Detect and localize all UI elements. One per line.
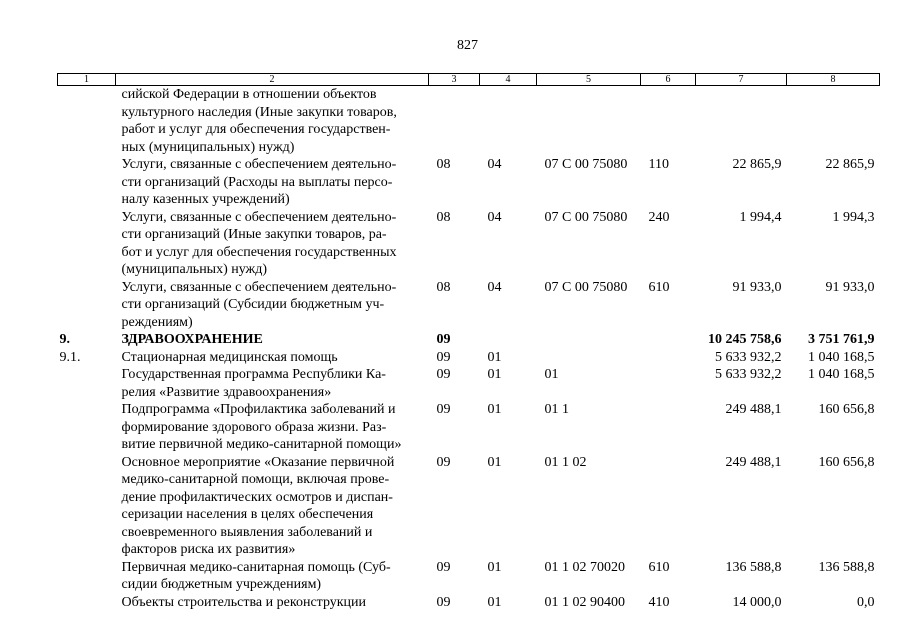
row-name-line: релия «Развитие здравоохранения» — [121, 384, 332, 400]
row-name-line: сийской Федерации в отношении объектов — [121, 87, 377, 102]
row-target-article: 01 1 02 — [544, 454, 587, 470]
row-name — [116, 366, 429, 401]
row-number — [58, 594, 116, 612]
row-amount-1: 249 488,1 — [725, 454, 782, 470]
row-amount-1: 5 633 932,2 — [715, 367, 782, 382]
page-number: 827 — [457, 38, 478, 53]
row-name — [116, 454, 429, 559]
row-subsection: 01 — [487, 594, 502, 610]
row-name-line: Стационарная медицинская помощь — [121, 349, 338, 365]
header-col-2: 2 — [116, 74, 429, 86]
row-name-line: Первичная медико-санитарная помощь (Суб- — [121, 559, 391, 575]
row-number — [58, 156, 116, 209]
row-name-line: налу казенных учреждений) — [121, 192, 290, 207]
row-name-line: факторов риска их развития» — [121, 542, 296, 557]
row-amount-2: 160 656,8 — [818, 402, 875, 417]
row-name — [116, 331, 429, 349]
row-name-line: работ и услуг для обеспечения государствен- — [121, 122, 391, 137]
row-target-article — [537, 86, 641, 157]
row-target-article: 01 1 02 70020 — [544, 559, 625, 575]
row-name — [116, 209, 429, 279]
row-name-line: Услуги, связанные с обеспечением деятельно- — [121, 157, 397, 172]
row-section: 08 — [436, 209, 451, 225]
row-name-line: ных (муниципальных) нужд) — [121, 139, 295, 155]
table-row — [58, 559, 880, 594]
row-amount-2: 91 933,0 — [825, 279, 875, 295]
row-amount-2: 160 656,8 — [818, 454, 875, 470]
row-section — [429, 86, 480, 157]
row-expense-type: 240 — [648, 209, 670, 225]
row-expense-type: 110 — [648, 157, 669, 172]
row-name-line: (муниципальных) нужд) — [121, 262, 268, 277]
row-section: 09 — [436, 349, 451, 365]
row-amount-1: 5 633 932,2 — [715, 349, 782, 365]
row-name-line: серизации населения в целях обеспечения — [121, 507, 374, 522]
row-name — [116, 279, 429, 332]
row-name — [116, 594, 429, 612]
row-subsection: 01 — [487, 367, 502, 382]
row-subsection: 04 — [487, 209, 502, 225]
row-subsection — [480, 86, 537, 157]
row-amount-2 — [787, 86, 880, 157]
row-name-line: Услуги, связанные с обеспечением деятельно- — [121, 279, 397, 295]
header-col-6: 6 — [641, 74, 696, 86]
header-col-8: 8 — [787, 74, 880, 86]
row-section: 09 — [436, 454, 451, 470]
row-section: 08 — [436, 157, 451, 172]
row-amount-1: 14 000,0 — [732, 594, 782, 610]
table-row — [58, 279, 880, 332]
row-target-article: 07 С 00 75080 — [544, 279, 628, 295]
row-expense-type — [641, 86, 696, 157]
row-target-article: 07 С 00 75080 — [544, 209, 628, 225]
row-number — [58, 86, 116, 157]
row-amount-1: 136 588,8 — [725, 559, 782, 575]
row-number — [58, 454, 116, 559]
row-name-line: Объекты строительства и реконструкции — [121, 594, 367, 610]
row-expense-type — [641, 331, 696, 349]
row-subsection: 01 — [487, 559, 502, 575]
row-expense-type: 410 — [648, 594, 670, 610]
row-expense-type — [641, 366, 696, 401]
row-number — [58, 559, 116, 594]
row-name-line: Подпрограмма «Профилактика заболеваний и — [121, 402, 396, 417]
row-expense-type: 610 — [648, 279, 670, 295]
row-number — [58, 209, 116, 279]
table-row — [58, 349, 880, 367]
row-name-line: культурного наследия (Иные закупки товаров, — [121, 104, 397, 120]
row-number: 9.1. — [59, 349, 81, 365]
row-amount-1: 1 994,4 — [739, 209, 782, 225]
row-name-line: медико-санитарной помощи, включая прове- — [121, 472, 390, 487]
row-amount-2: 22 865,9 — [825, 157, 875, 172]
row-section: 08 — [436, 279, 451, 295]
row-name-line: своевременного выявления заболеваний и — [121, 524, 373, 540]
row-subsection: 01 — [487, 349, 502, 365]
row-target-article: 07 С 00 75080 — [544, 157, 628, 172]
row-amount-2: 0,0 — [857, 594, 875, 610]
table-row — [58, 594, 880, 612]
row-name-line: реждениям) — [121, 314, 193, 330]
table-header — [58, 74, 880, 86]
header-row — [58, 74, 880, 86]
row-number — [58, 401, 116, 454]
row-expense-type — [641, 349, 696, 367]
row-subsection — [480, 331, 537, 349]
row-name — [116, 86, 429, 157]
row-target-article — [537, 331, 641, 349]
row-number — [58, 366, 116, 401]
row-section: 09 — [436, 559, 451, 575]
row-name-line: сидии бюджетным учреждениям) — [121, 577, 322, 592]
row-expense-type: 610 — [648, 559, 670, 575]
row-name-line: Государственная программа Республики Ка- — [121, 367, 386, 382]
row-expense-type — [641, 401, 696, 454]
row-section: 09 — [436, 594, 451, 610]
row-amount-1 — [696, 86, 787, 157]
row-name-line: ЗДРАВООХРАНЕНИЕ — [121, 332, 263, 347]
table-row — [58, 401, 880, 454]
row-subsection: 01 — [487, 454, 502, 470]
row-section: 09 — [436, 332, 451, 347]
row-target-article: 01 — [544, 367, 559, 382]
row-subsection: 04 — [487, 279, 502, 295]
row-target-article — [537, 349, 641, 367]
row-amount-1: 10 245 758,6 — [708, 332, 782, 347]
row-name-line: Услуги, связанные с обеспечением деятельно- — [121, 209, 397, 225]
table-row — [58, 331, 880, 349]
row-target-article: 01 1 02 90400 — [544, 594, 625, 610]
row-name — [116, 349, 429, 367]
row-amount-2: 1 994,3 — [832, 209, 875, 225]
row-amount-2: 1 040 168,5 — [808, 349, 875, 365]
row-name — [116, 559, 429, 594]
row-amount-2: 3 751 761,9 — [808, 332, 875, 347]
budget-table — [57, 73, 880, 611]
row-number: 9. — [59, 332, 70, 347]
table-row — [58, 86, 880, 157]
row-name — [116, 156, 429, 209]
table-row — [58, 454, 880, 559]
header-col-5: 5 — [537, 74, 641, 86]
row-name-line: сти организаций (Расходы на выплаты персо- — [121, 174, 393, 190]
header-col-7: 7 — [696, 74, 787, 86]
row-number — [58, 279, 116, 332]
table-body — [58, 86, 880, 612]
row-amount-1: 91 933,0 — [732, 279, 782, 295]
row-amount-2: 136 588,8 — [818, 559, 875, 575]
header-col-1: 1 — [58, 74, 116, 86]
row-section: 09 — [436, 402, 451, 417]
header-col-3: 3 — [429, 74, 480, 86]
row-name-line: сти организаций (Субсидии бюджетным уч- — [121, 297, 385, 312]
row-name-line: формирование здорового образа жизни. Раз- — [121, 419, 387, 435]
table-row — [58, 156, 880, 209]
table-row — [58, 366, 880, 401]
row-name — [116, 401, 429, 454]
row-subsection: 01 — [487, 402, 502, 417]
row-name-line: Основное мероприятие «Оказание первичной — [121, 454, 395, 470]
row-subsection: 04 — [487, 157, 502, 172]
row-name-line: сти организаций (Иные закупки товаров, ра- — [121, 227, 387, 242]
table-row — [58, 209, 880, 279]
row-target-article: 01 1 — [544, 402, 569, 417]
row-amount-2: 1 040 168,5 — [808, 367, 875, 382]
row-name-line: бот и услуг для обеспечения государственных — [121, 244, 397, 260]
row-amount-1: 22 865,9 — [732, 157, 782, 172]
row-section: 09 — [436, 367, 451, 382]
row-expense-type — [641, 454, 696, 559]
row-name-line: дение профилактических осмотров и диспан- — [121, 489, 393, 505]
row-amount-1: 249 488,1 — [725, 402, 782, 417]
header-col-4: 4 — [480, 74, 537, 86]
row-name-line: витие первичной медико-санитарной помощи» — [121, 437, 402, 452]
